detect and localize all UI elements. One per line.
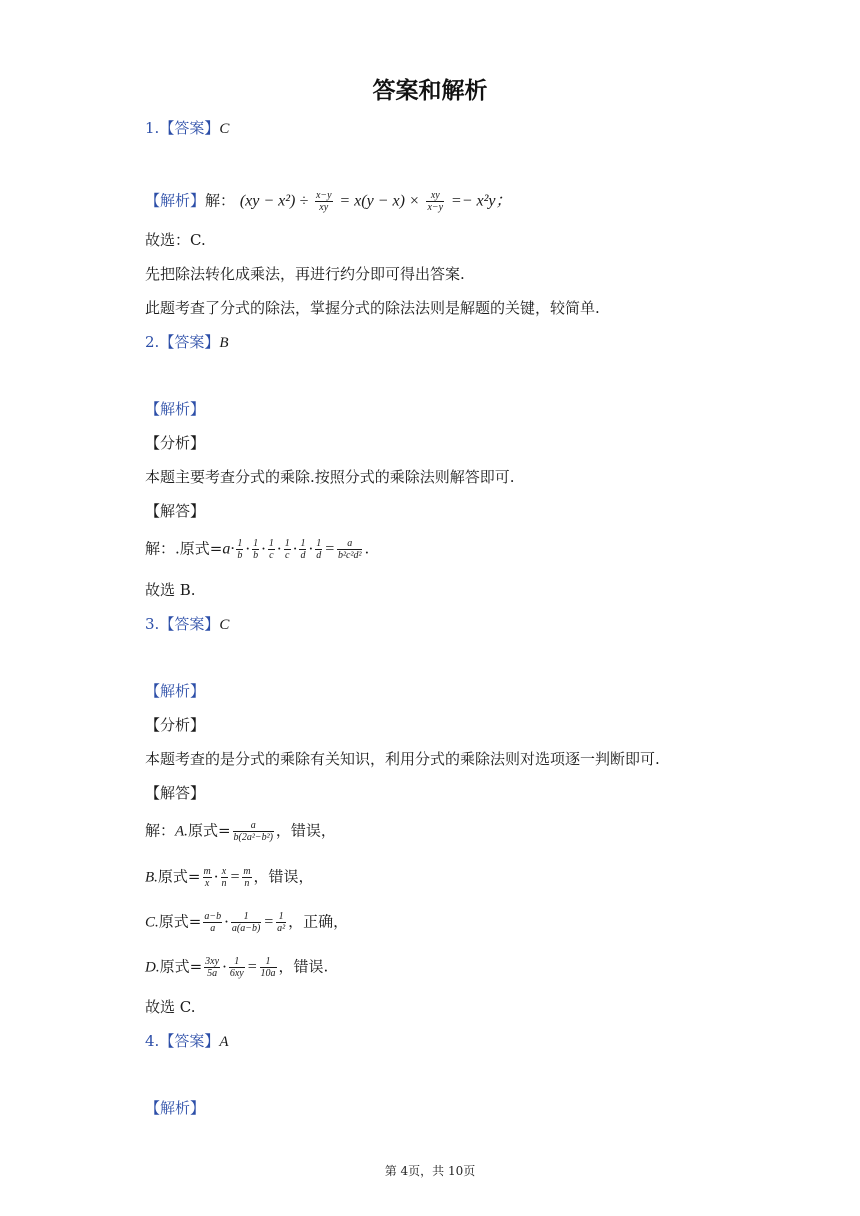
q3-line-c: C.原式= $\frac{a-b}{a}$ · $\frac{1}{a(a-b)}$ = $\frac{1}{\text{a²}}$ ，正确， — [145, 911, 349, 934]
q3-b-opt: B. — [145, 869, 158, 886]
q2-result-frac: $\frac{a}{\text{b²c²d²}}$ — [338, 538, 362, 561]
q3-b-label: 原式= — [157, 867, 201, 886]
q3-answer-line — [145, 614, 229, 635]
q3-answer: C — [219, 617, 230, 633]
q2-analysis-tag: 【解析】 — [145, 400, 206, 418]
q3-b-verdict: ，错误， — [253, 867, 314, 886]
page-footer: 第 4页，共 10页 — [384, 1164, 476, 1178]
q3-d-result: $\frac{1}{10a}$ — [260, 956, 276, 979]
q3-b-result: $\frac{m}{n}$ — [243, 866, 251, 889]
q2-end: . — [364, 539, 370, 558]
q2-eq: = — [324, 540, 336, 558]
q3-a-prefix: 解： — [145, 821, 176, 840]
q4-answer: A — [219, 1034, 229, 1050]
q1-fraction-1: $\frac{x-y}{xy}$ — [315, 190, 332, 213]
q3-choose: 故选 C. — [145, 998, 196, 1016]
q1-analysis-tag: 【解析】 — [145, 191, 206, 210]
q2-frac-5: $\frac{1}{d}$ — [300, 538, 306, 561]
q2-solution-line: 解：.原式=a· $\frac{1}{b}$ · $\frac{1}{b}$ · $\frac{1}{c}$ · $\frac{1}{c}$ · $\frac{1}{d}$ · $\frac{1}{d}$ = $\frac{a}{\text{b²c²d²}}$ . — [145, 538, 370, 561]
q1-solution-prefix: 解： — [205, 191, 236, 210]
q1-answer-line — [145, 118, 229, 139]
q3-d-label: 原式= — [159, 957, 203, 976]
q3-answer-tag: 【答案】 — [159, 615, 220, 633]
q2-frac-4: $\frac{1}{c}$ — [284, 538, 290, 561]
q3-a-label: 原式= — [187, 821, 231, 840]
q3-d-eq: = — [246, 958, 258, 976]
q2-fenxi-tag: 【分析】 — [145, 434, 206, 452]
q1-fraction-2: $\frac{xy}{x-y}$ — [427, 190, 444, 213]
q4-number: 4. — [145, 1032, 160, 1050]
q3-jieda-tag: 【解答】 — [145, 784, 206, 802]
q2-jieda-tag: 【解答】 — [145, 502, 206, 520]
q3-line-d: D.原式= $\frac{3xy}{5a}$ · $\frac{1}{6xy}$ = $\frac{1}{10a}$ ，错误. — [145, 956, 329, 979]
q2-frac-1: $\frac{1}{b}$ — [237, 538, 243, 561]
q3-c-verdict: ，正确， — [288, 912, 349, 931]
q1-explain-2: 此题考查了分式的除法，掌握分式的除法法则是解题的关键，较简单. — [145, 299, 600, 317]
q3-d-frac-1: $\frac{3xy}{5a}$ — [205, 956, 220, 979]
q2-frac-6: $\frac{1}{d}$ — [316, 538, 322, 561]
q1-math-lhs: (xy − x²) ÷ — [239, 192, 309, 210]
q3-analysis-tag: 【解析】 — [145, 682, 206, 700]
q1-answer: C — [219, 121, 230, 137]
q3-line-a — [145, 820, 336, 843]
q4-analysis-tag: 【解析】 — [145, 1099, 206, 1117]
q2-frac-3: $\frac{1}{c}$ — [268, 538, 274, 561]
q1-explain-1: 先把除法转化成乘法，再进行约分即可得出答案. — [145, 265, 465, 283]
q2-number: 2. — [145, 333, 160, 351]
q2-answer-line — [145, 332, 229, 353]
q3-number: 3. — [145, 615, 160, 633]
q3-line-b: B.原式= $\frac{m}{x}$ · $\frac{x}{n}$ = $\frac{m}{n}$ ，错误， — [145, 866, 314, 889]
q4-answer-line — [145, 1031, 229, 1052]
q3-d-opt: D. — [145, 959, 160, 976]
page-title: 答案和解析 — [372, 78, 488, 104]
q3-text: 本题考查的是分式的乘除有关知识，利用分式的乘除法则对选项逐一判断即可. — [145, 750, 660, 768]
q2-frac-2: $\frac{1}{b}$ — [253, 538, 259, 561]
q2-text: 本题主要考查分式的乘除.按照分式的乘除法则解答即可. — [145, 468, 515, 486]
q3-c-result: $\frac{1}{\text{a²}}$ — [277, 911, 286, 934]
q3-a-opt: A. — [175, 823, 188, 840]
q1-number: 1. — [145, 119, 160, 137]
q3-b-frac-1: $\frac{m}{x}$ — [203, 866, 211, 889]
q3-c-label: 原式= — [158, 912, 202, 931]
q3-c-eq: = — [263, 913, 275, 931]
q3-d-verdict: ，错误. — [278, 957, 329, 976]
q2-answer-tag: 【答案】 — [159, 333, 220, 351]
q3-c-opt: C. — [145, 914, 159, 931]
q1-choose: 故选：C. — [145, 231, 206, 249]
q1-analysis-line — [145, 190, 512, 213]
q1-answer-tag: 【答案】 — [159, 119, 220, 137]
q3-b-frac-2: $\frac{x}{n}$ — [221, 866, 227, 889]
q1-math-mid: = x(y − x) × — [339, 192, 420, 210]
q3-d-frac-2: $\frac{1}{6xy}$ — [229, 956, 244, 979]
q1-math-rhs: =− x²y； — [450, 192, 512, 210]
q3-a-frac: $\frac{a}{\text{b(2a²−b²)}}$ — [233, 820, 273, 843]
q2-choose: 故选 B. — [145, 581, 196, 599]
q3-b-eq: = — [229, 868, 241, 886]
q2-math-a: a· — [222, 540, 235, 558]
q2-solution-prefix: 解：.原式= — [145, 539, 223, 558]
q4-answer-tag: 【答案】 — [159, 1032, 220, 1050]
q3-a-verdict: ，错误， — [275, 821, 336, 840]
q2-answer: B — [219, 335, 229, 351]
q3-fenxi-tag: 【分析】 — [145, 716, 206, 734]
q3-c-frac-2: $\frac{1}{a(a-b)}$ — [231, 911, 261, 934]
q3-c-frac-1: $\frac{a-b}{a}$ — [204, 911, 222, 934]
